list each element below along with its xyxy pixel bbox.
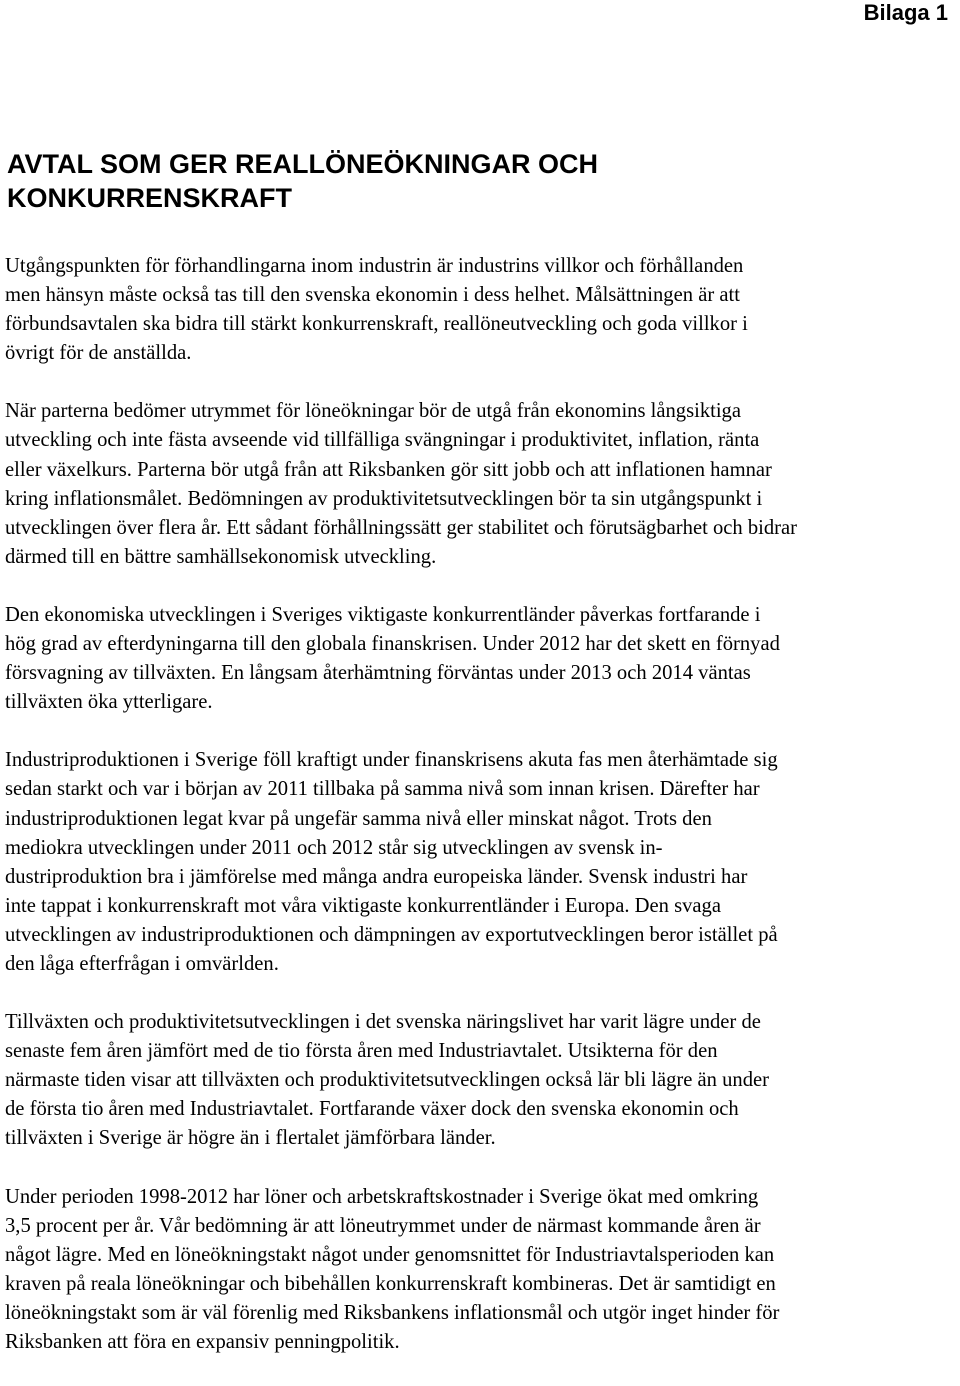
document-title: AVTAL SOM GER REALLÖNEÖKNINGAR OCH KONKURRENSKRAFT bbox=[7, 149, 599, 213]
paragraph-wage-increase: Under perioden 1998-2012 har löner och arbetskraftskostnader i Sverige ökat med omkring 3,5 procent per år. Vår bedömning är att löneutrymmet under de närmast kommande åren är något lägre. Med en löneökningstakt något under genomsnittet för Industriavtalsperioden kan kraven på reala löneökningar och bibehållen konkurrenskraft kombineras. Det är samtidigt en löneökningstakt som är väl förenlig med Riksbankens inflationsmål och utgör inget hinder för Riksbanken att föra en expansiv penningpolitik. bbox=[5, 1185, 780, 1353]
paragraph-industrial-production: Industriproduktionen i Sverige föll kraftigt under finanskrisens akuta fas men återhämtade sig sedan starkt och var i början av 2011 tillbaka på samma nivå som innan krisen. Därefter har industriproduktionen legat kvar på ungefär samma nivå eller minskat något. Trots den mediokra utvecklingen under 2011 och 2012 står sig utvecklingen av svensk in- dustriproduktion bra i jämförelse med många andra europeiska länder. Svensk industri har inte tappat i konkurrenskraft mot våra viktigaste konkurrentländer i Europa. Den svaga utvecklingen av industriproduktionen och dämpningen av exportutvecklingen beror istället på den låga efterfrågan i omvärlden. bbox=[5, 749, 778, 975]
attachment-label: Bilaga 1 bbox=[863, 0, 948, 25]
paragraph-starting-point: Utgångspunkten för förhandlingarna inom industrin är industrins villkor och förhållanden men hänsyn måste också tas till den svenska ekonomin i dess helhet. Målsättningen är att förbundsavtalen ska bidra till stärkt konkurrenskraft, reallöneutveckling och goda villkor i övrigt för de anställda. bbox=[5, 255, 748, 365]
paragraph-growth-productivity: Tillväxten och produktivitetsutvecklingen i det svenska näringslivet har varit lägre under de senaste fem åren jämfört med de tio första åren med Industriavtalet. Utsikterna för den närmaste tiden visar att tillväxten och produktivitetsutvecklingen också lär bli lägre än under de första tio åren med Industriavtalet. Fortfarande växer dock den svenska ekonomin och tillväxten i Sverige är högre än i flertalet jämförbara länder. bbox=[5, 1011, 770, 1150]
document-body bbox=[5, 252, 955, 1386]
paragraph-wage-room: När parterna bedömer utrymmet för löneökningar bör de utgå från ekonomins långsiktiga utveckling och inte fästa avseende vid tillfälliga svängningar i produktivitet, inflation, ränta eller växelkurs. Parterna bör utgå från att Riksbanken gör sitt jobb och att inflationen hamnar kring inflationsmålet. Bedömningen av produktivitetsutvecklingen bör ta sin utgångspunkt i utvecklingen över flera år. Ett sådant förhållningssätt ger stabilitet och förutsägbarhet och bidrar därmed till en bättre samhällsekonomisk utveckling. bbox=[5, 400, 798, 568]
paragraph-economic-development: Den ekonomiska utvecklingen i Sveriges viktigaste konkurrentländer påverkas fortfarande i hög grad av efterdyningarna till den globala finanskrisen. Under 2012 har det skett en förnyad försvagning av tillväxten. En långsam återhämtning förväntas under 2013 och 2014 väntas tillväxten öka ytterligare. bbox=[5, 603, 780, 714]
